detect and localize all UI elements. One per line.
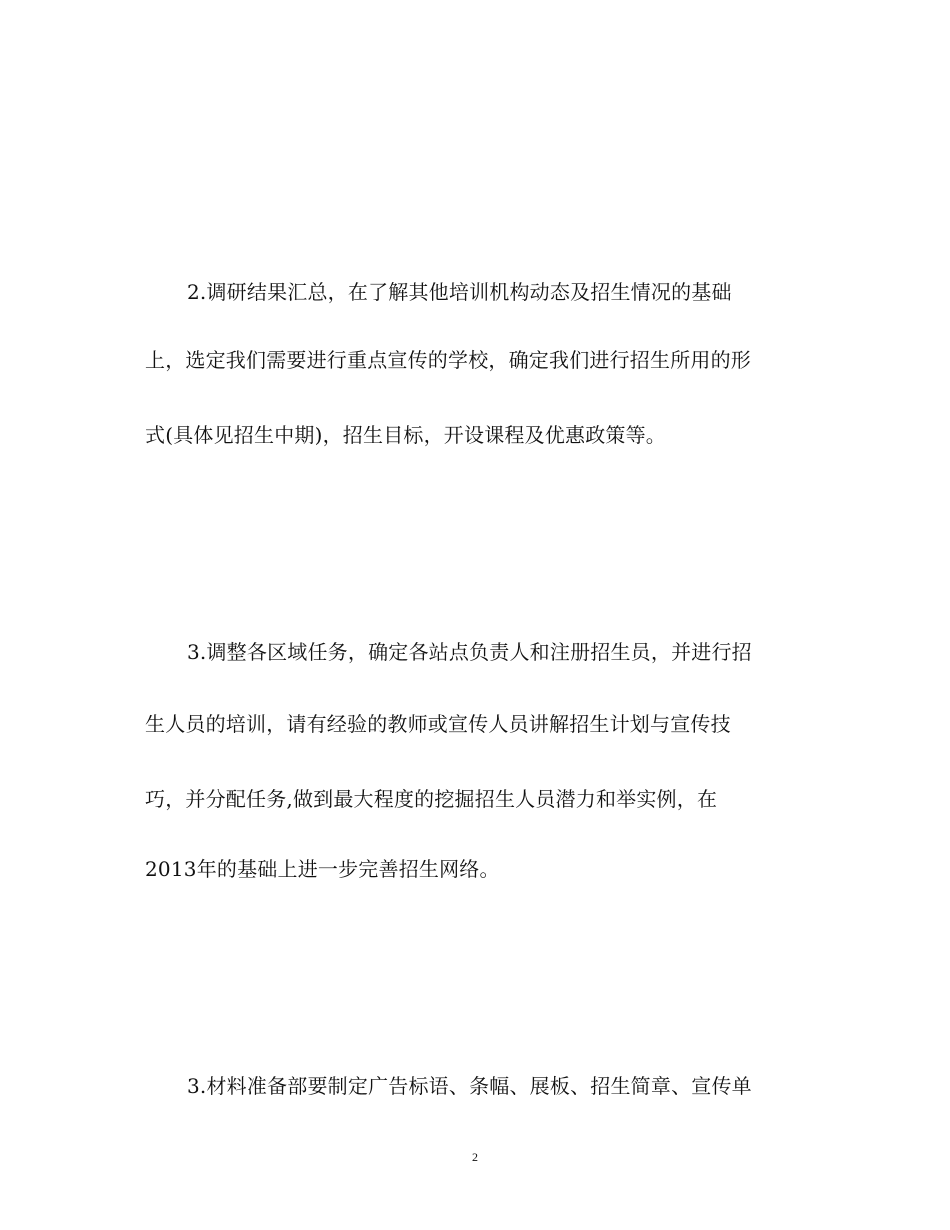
paragraph-line: 生人员的培训，请有经验的教师或宣传人员讲解招生计划与宣传技 [145, 712, 731, 736]
paragraph-line: 式(具体见招生中期)，招生目标，开设课程及优惠政策等。 [145, 423, 667, 447]
page-number: 2 [472, 1150, 478, 1164]
paragraph-line: 巧，并分配任务,做到最大程度的挖掘招生人员潜力和举实例，在 [145, 787, 718, 811]
paragraph-line: 2013年的基础上进一步完善招生网络。 [145, 857, 500, 881]
paragraph-line: 上，选定我们需要进行重点宣传的学校，确定我们进行招生所用的形 [145, 348, 751, 372]
paragraph-line: 3.调整各区域任务，确定各站点负责人和注册招生员，并进行招 [187, 640, 752, 664]
paragraph-line: 2.调研结果汇总，在了解其他培训机构动态及招生情况的基础 [187, 280, 732, 304]
paragraph-line: 3.材料准备部要制定广告标语、条幅、展板、招生简章、宣传单 [187, 1074, 752, 1098]
